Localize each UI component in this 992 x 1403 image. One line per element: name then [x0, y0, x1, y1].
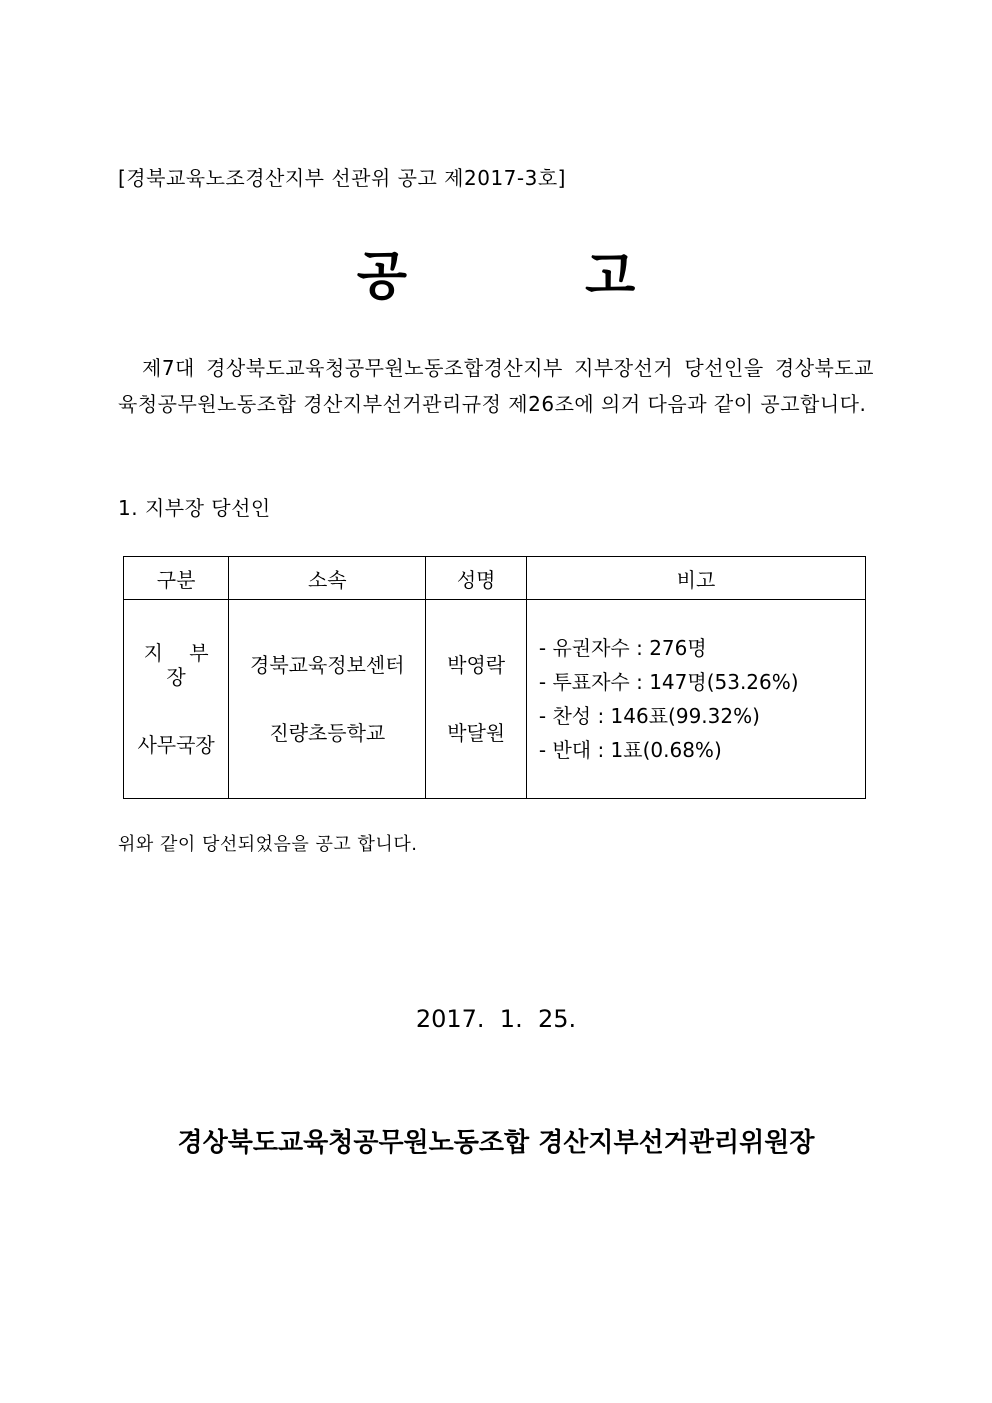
- role-cell: [124, 600, 229, 799]
- header-category: 구분: [124, 557, 229, 600]
- notice-title: 공 고: [356, 247, 716, 307]
- role-chapter-head: 지 부 장: [143, 641, 219, 689]
- table-row: [124, 600, 866, 799]
- remarks-cell: [526, 600, 865, 799]
- vote-results-list: [539, 631, 865, 767]
- header-affiliation: 소속: [229, 557, 426, 600]
- closing-statement: 위와 같이 당선되었음을 공고 합니다.: [118, 834, 418, 855]
- voters-turnout: - 투표자수 : 147명(53.26%): [538, 670, 799, 694]
- votes-against: - 반대 : 1표(0.68%): [538, 738, 722, 762]
- affiliation-cell: [229, 600, 426, 799]
- eligible-voters: - 유권자수 : 276명: [538, 636, 707, 660]
- results-table: [123, 556, 866, 799]
- notice-date: 2017. 1. 25.: [415, 1005, 577, 1033]
- name-secretary-general: 박달원: [447, 721, 506, 745]
- header-remarks: 비고: [526, 557, 865, 600]
- name-chapter-head: 박영락: [447, 653, 506, 677]
- table-header-row: [124, 557, 866, 600]
- section-heading: 1. 지부장 당선인: [118, 496, 271, 520]
- notice-number: [경북교육노조경산지부 선관위 공고 제2017-3호]: [118, 166, 566, 190]
- votes-for: - 찬성 : 146표(99.32%): [538, 704, 760, 728]
- name-cell: [426, 600, 526, 799]
- notice-body: 제7대 경상북도교육청공무원노동조합경산지부 지부장선거 당선인을 경상북도교육청공무원노동조합 경산지부선거관리규정 제26조에 의거 다음과 같이 공고합니다.: [118, 356, 874, 416]
- role-secretary-general: 사무국장: [137, 733, 215, 757]
- header-name: 성명: [426, 557, 526, 600]
- issuer-name: 경상북도교육청공무원노동조합 경산지부선거관리위원장: [177, 1128, 815, 1158]
- affiliation-secretary-general: 진량초등학교: [269, 721, 386, 745]
- affiliation-chapter-head: 경북교육정보센터: [250, 653, 405, 677]
